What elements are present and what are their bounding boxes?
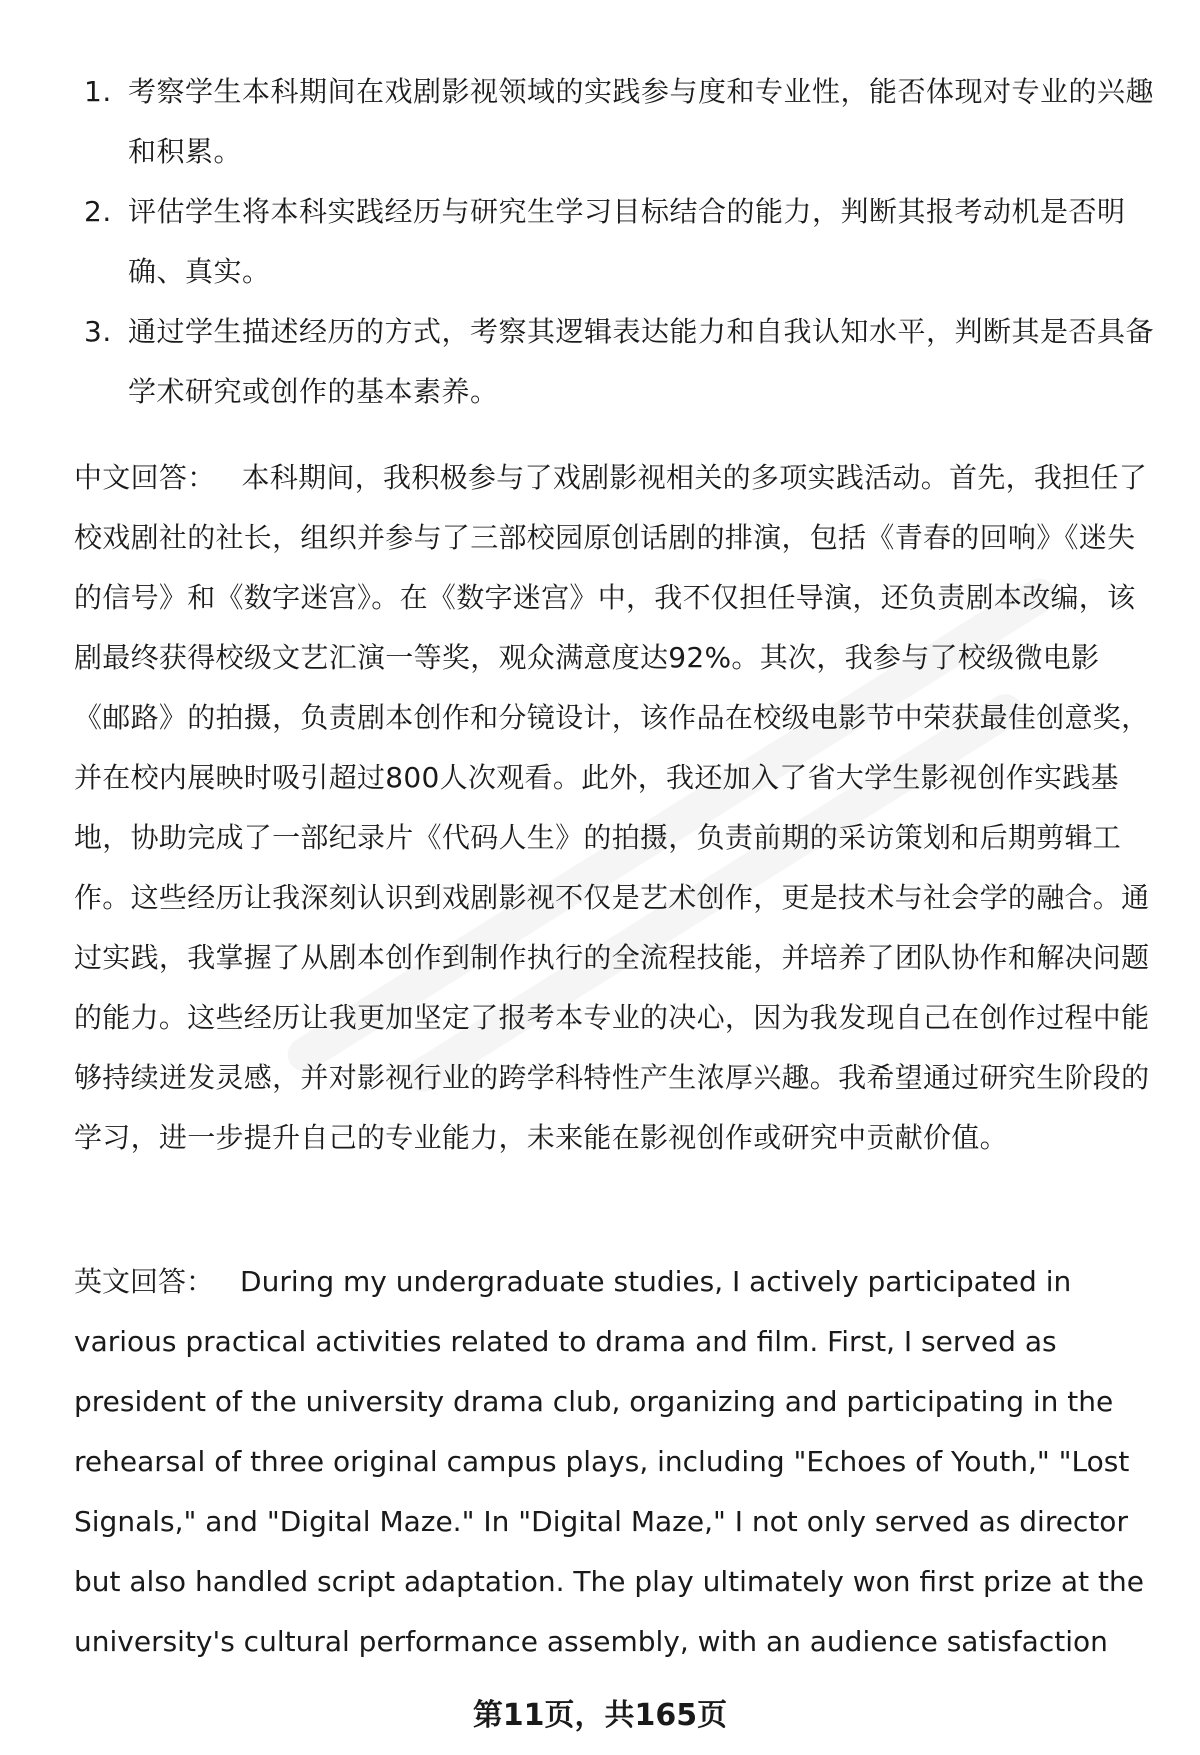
chinese-answer-text: 本科期间，我积极参与了戏剧影视相关的多项实践活动。首先，我担任了校戏剧社的社长，组织并参与了三部校园原创话剧的排演，包括《青春的回响》《迷失的信号》和《数字迷宫》。在《数字迷宫》中，我不仅担任导演，还负责剧本改编，该剧最终获得校级文艺汇演一等奖，观众满意度达92%。其次，我参与了校级微电影《邮路》的拍摄，负责剧本创作和分镜设计，该作品在校级电影节中荣获最佳创意奖，并在校内展映时吸引超过800人次观看。此外，我还加入了省大学生影视创作实践基地，协助完成了一部纪录片《代码人生》的拍摄，负责前期的采访策划和后期剪辑工作。这些经历让我深刻认识到戏剧影视不仅是艺术创作，更是技术与社会学的融合。通过实践，我掌握了从剧本创作到制作执行的全流程技能，并培养了团队协作和解决问题的能力。这些经历让我更加坚定了报考本专业的决心，因为我发现自己在创作过程中能够持续迸发灵感，并对影视行业的跨学科特性产生浓厚兴趣。我希望通过研究生阶段的学习，进一步提升自己的专业能力，未来能在影视创作或研究中贡献价值。 — [74, 461, 1150, 1154]
english-answer-text: During my undergraduate studies, I actively participated in various practical activities related to drama and film. First, I served as president of the university drama club, organizing and participating in the rehearsal of three original campus plays, including "Echoes of Youth," "Lost Signals," and "Digital Maze." In "Digital Maze," I not only served as director but also handled script adaptation. The play ultimately won first prize at the university's cultural performance assembly, with an audience satisfaction — [74, 1265, 1144, 1658]
list-text: 评估学生将本科实践经历与研究生学习目标结合的能力，判断其报考动机是否明确、真实。 — [128, 195, 1126, 288]
list-text: 通过学生描述经历的方式，考察其逻辑表达能力和自我认知水平，判断其是否具备学术研究或创作的基本素养。 — [128, 315, 1155, 408]
list-number: 2. — [84, 195, 112, 228]
english-answer-label: 英文回答： — [74, 1265, 215, 1298]
list-item — [84, 62, 1154, 182]
chinese-answer-label: 中文回答： — [74, 461, 216, 494]
list-item — [84, 302, 1154, 422]
list-number: 3. — [84, 315, 112, 348]
list-text: 考察学生本科期间在戏剧影视领域的实践参与度和专业性，能否体现对专业的兴趣和积累。 — [128, 75, 1155, 168]
chinese-answer — [74, 448, 1154, 1168]
english-answer — [74, 1252, 1154, 1672]
list-number: 1. — [84, 75, 112, 108]
evaluation-points-list — [84, 62, 1154, 422]
page-number: 第11页，共165页 — [472, 1698, 728, 1733]
list-item — [84, 182, 1154, 302]
